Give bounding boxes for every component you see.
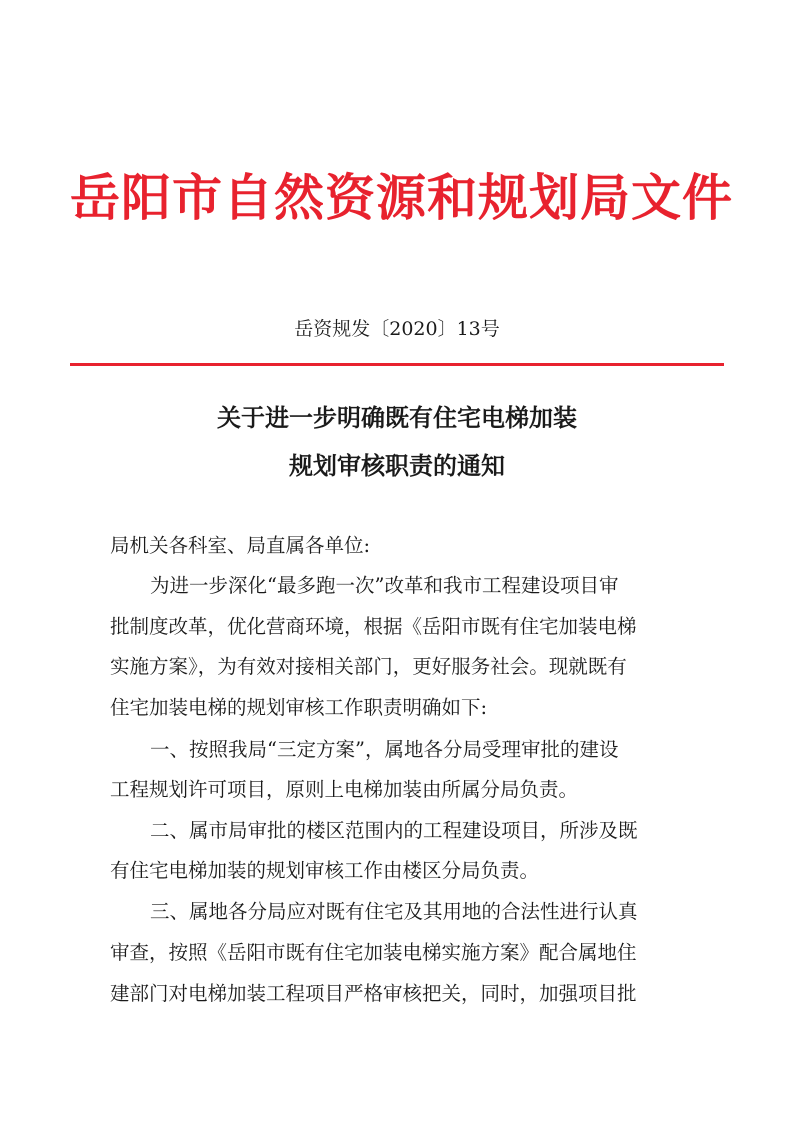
body-line: 三、属地各分局应对既有住宅及其用地的合法性进行认真 — [150, 900, 638, 923]
red-separator-line — [70, 363, 724, 366]
salutation: 局机关各科室、局直属各单位: — [110, 534, 371, 557]
body-line: 实施方案》，为有效对接相关部门，更好服务社会。现就既有 — [110, 655, 627, 678]
document-header-title: 岳阳市自然资源和规划局文件 — [70, 168, 733, 227]
body-line: 住宅加装电梯的规划审核工作职责明确如下: — [110, 696, 488, 719]
body-line: 一、按照我局“三定方案”，属地各分局受理审批的建设 — [150, 738, 619, 761]
notice-title-line-1: 关于进一步明确既有住宅电梯加装 — [217, 403, 577, 432]
notice-title-line-2: 规划审核职责的通知 — [289, 451, 505, 480]
body-line: 审查，按照《岳阳市既有住宅加装电梯实施方案》配合属地住 — [110, 941, 637, 964]
body-line: 二、属市局审批的楼区范围内的工程建设项目，所涉及既 — [150, 819, 638, 842]
body-line: 有住宅电梯加装的规划审核工作由楼区分局负责。 — [110, 859, 540, 882]
body-line: 建部门对电梯加装工程项目严格审核把关，同时，加强项目批 — [110, 982, 637, 1005]
body-line: 批制度改革，优化营商环境，根据《岳阳市既有住宅加装电梯 — [110, 615, 637, 638]
body-line: 为进一步深化“最多跑一次”改革和我市工程建设项目审 — [150, 574, 619, 597]
document-number: 岳资规发〔2020〕13号 — [294, 318, 500, 340]
body-line: 工程规划许可项目，原则上电梯加装由所属分局负责。 — [110, 778, 579, 801]
